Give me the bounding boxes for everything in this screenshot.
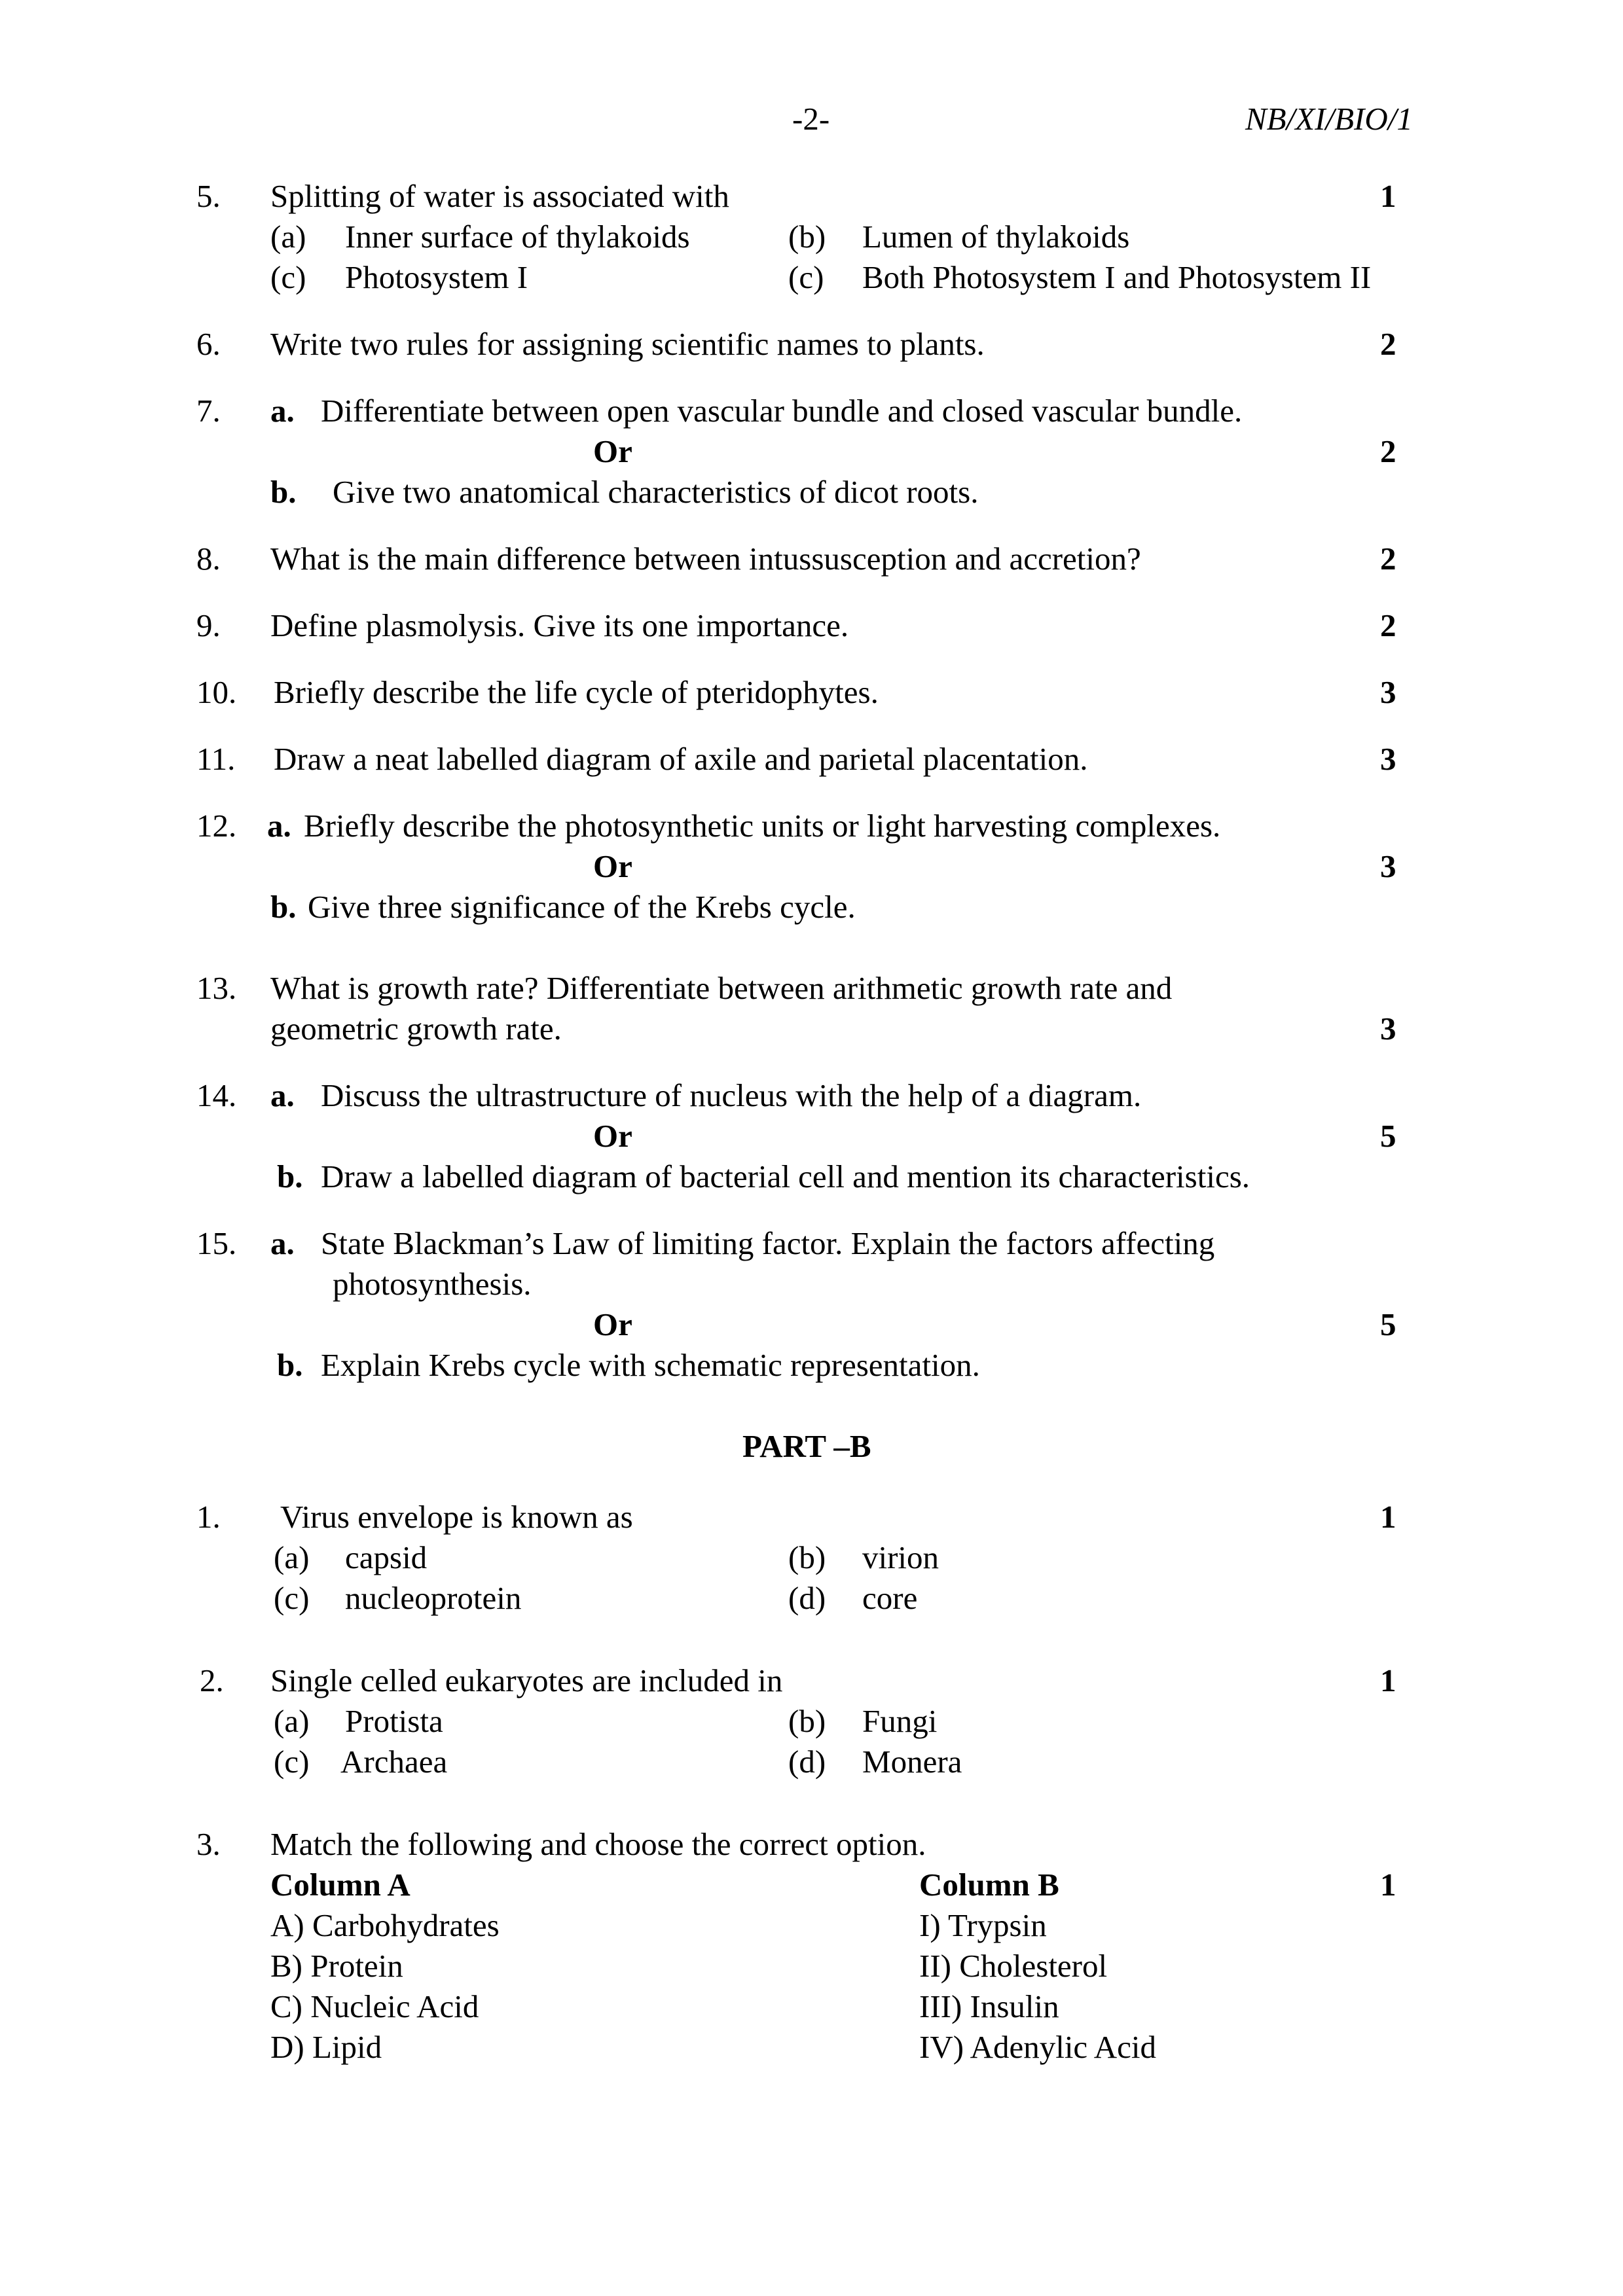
question-text: Explain Krebs cycle with schematic representation. xyxy=(321,1347,980,1383)
question-text: Match the following and choose the correct option. xyxy=(270,1826,926,1862)
option-label: (b) xyxy=(788,219,826,255)
question-text: Define plasmolysis. Give its one importance. xyxy=(270,607,849,643)
option-label: (d) xyxy=(788,1580,826,1616)
option-label: (c) xyxy=(274,1744,310,1780)
match-item-b: I) Trypsin xyxy=(919,1907,1047,1943)
part-label: b. xyxy=(277,1347,303,1383)
option-label: (b) xyxy=(788,1703,826,1739)
question-marks: 5 xyxy=(1380,1306,1396,1342)
or-separator: Or xyxy=(593,1118,632,1154)
question-text: Briefly describe the photosynthetic units or light harvesting complexes. xyxy=(304,808,1221,844)
part-label: a. xyxy=(270,1225,295,1261)
question-marks: 1 xyxy=(1380,1499,1396,1535)
question-text: Briefly describe the life cycle of pteridophytes. xyxy=(274,674,879,710)
question-number: 7. xyxy=(196,393,221,429)
paper-code: NB/XI/BIO/1 xyxy=(1245,101,1413,137)
option-text: core xyxy=(862,1580,918,1616)
option-label: (d) xyxy=(788,1744,826,1780)
question-marks: 1 xyxy=(1380,1662,1396,1698)
question-number: 2. xyxy=(200,1662,224,1698)
option-label: (a) xyxy=(274,1703,310,1739)
option-text: capsid xyxy=(345,1539,428,1575)
question-marks: 1 xyxy=(1380,178,1396,214)
question-number: 3. xyxy=(196,1826,221,1862)
question-marks: 5 xyxy=(1380,1118,1396,1154)
match-item-b: IV) Adenylic Acid xyxy=(919,2029,1156,2065)
option-text: Monera xyxy=(862,1744,962,1780)
question-text: What is the main difference between intussusception and accretion? xyxy=(270,541,1141,577)
option-text: Inner surface of thylakoids xyxy=(345,219,690,255)
option-label: (a) xyxy=(274,1539,310,1575)
question-marks: 2 xyxy=(1380,326,1396,362)
question-text: Discuss the ultrastructure of nucleus with the help of a diagram. xyxy=(321,1077,1142,1113)
option-text: Archaea xyxy=(340,1744,448,1780)
option-text: Photosystem I xyxy=(345,259,528,295)
part-label: a. xyxy=(267,808,291,844)
question-number: 11. xyxy=(196,741,236,777)
option-text: nucleoprotein xyxy=(345,1580,522,1616)
question-marks: 2 xyxy=(1380,541,1396,577)
question-number: 14. xyxy=(196,1077,237,1113)
question-marks: 1 xyxy=(1380,1867,1396,1903)
question-number: 9. xyxy=(196,607,221,643)
page-number: -2- xyxy=(792,101,830,137)
question-marks: 3 xyxy=(1380,674,1396,710)
question-marks: 3 xyxy=(1380,741,1396,777)
or-separator: Or xyxy=(593,1306,632,1342)
question-marks: 2 xyxy=(1380,607,1396,643)
question-text: State Blackman’s Law of limiting factor. Explain the factors affecting xyxy=(321,1225,1215,1261)
question-text: Differentiate between open vascular bundle and closed vascular bundle. xyxy=(321,393,1243,429)
question-number: 5. xyxy=(196,178,221,214)
option-label: (c) xyxy=(274,1580,310,1616)
question-marks: 3 xyxy=(1380,848,1396,884)
part-label: b. xyxy=(277,1158,303,1194)
option-label: (b) xyxy=(788,1539,826,1575)
question-text: Draw a labelled diagram of bacterial cell and mention its characteristics. xyxy=(321,1158,1250,1194)
match-item-a: A) Carbohydrates xyxy=(270,1907,500,1943)
question-number: 12. xyxy=(196,808,237,844)
option-text: Both Photosystem I and Photosystem II xyxy=(862,259,1372,295)
column-b-header: Column B xyxy=(919,1867,1059,1903)
option-label: (c) xyxy=(788,259,824,295)
option-label: (a) xyxy=(270,219,306,255)
question-number: 13. xyxy=(196,970,237,1006)
match-item-a: C) Nucleic Acid xyxy=(270,1988,479,2024)
part-label: a. xyxy=(270,393,295,429)
or-separator: Or xyxy=(593,848,632,884)
question-text: photosynthesis. xyxy=(333,1266,532,1302)
section-title: PART –B xyxy=(742,1428,871,1464)
option-label: (c) xyxy=(270,259,306,295)
option-text: Fungi xyxy=(862,1703,938,1739)
column-a-header: Column A xyxy=(270,1867,410,1903)
question-text: Give three significance of the Krebs cycle. xyxy=(308,889,856,925)
question-marks: 3 xyxy=(1380,1011,1396,1047)
question-number: 15. xyxy=(196,1225,237,1261)
match-item-b: II) Cholesterol xyxy=(919,1948,1108,1984)
question-text: geometric growth rate. xyxy=(270,1011,562,1047)
option-text: virion xyxy=(862,1539,939,1575)
question-marks: 2 xyxy=(1380,433,1396,469)
question-text: What is growth rate? Differentiate between arithmetic growth rate and xyxy=(270,970,1173,1006)
match-item-b: III) Insulin xyxy=(919,1988,1059,2024)
part-label: b. xyxy=(270,474,297,510)
question-text: Single celled eukaryotes are included in xyxy=(270,1662,783,1698)
match-item-a: D) Lipid xyxy=(270,2029,382,2065)
question-number: 8. xyxy=(196,541,221,577)
match-item-a: B) Protein xyxy=(270,1948,403,1984)
option-text: Protista xyxy=(345,1703,443,1739)
question-number: 6. xyxy=(196,326,221,362)
question-text: Give two anatomical characteristics of dicot roots. xyxy=(333,474,979,510)
question-text: Splitting of water is associated with xyxy=(270,178,729,214)
part-label: a. xyxy=(270,1077,295,1113)
question-text: Write two rules for assigning scientific names to plants. xyxy=(270,326,985,362)
question-number: 10. xyxy=(196,674,237,710)
question-number: 1. xyxy=(196,1499,221,1535)
question-text: Virus envelope is known as xyxy=(280,1499,633,1535)
or-separator: Or xyxy=(593,433,632,469)
part-label: b. xyxy=(270,889,297,925)
option-text: Lumen of thylakoids xyxy=(862,219,1130,255)
question-text: Draw a neat labelled diagram of axile and parietal placentation. xyxy=(274,741,1088,777)
